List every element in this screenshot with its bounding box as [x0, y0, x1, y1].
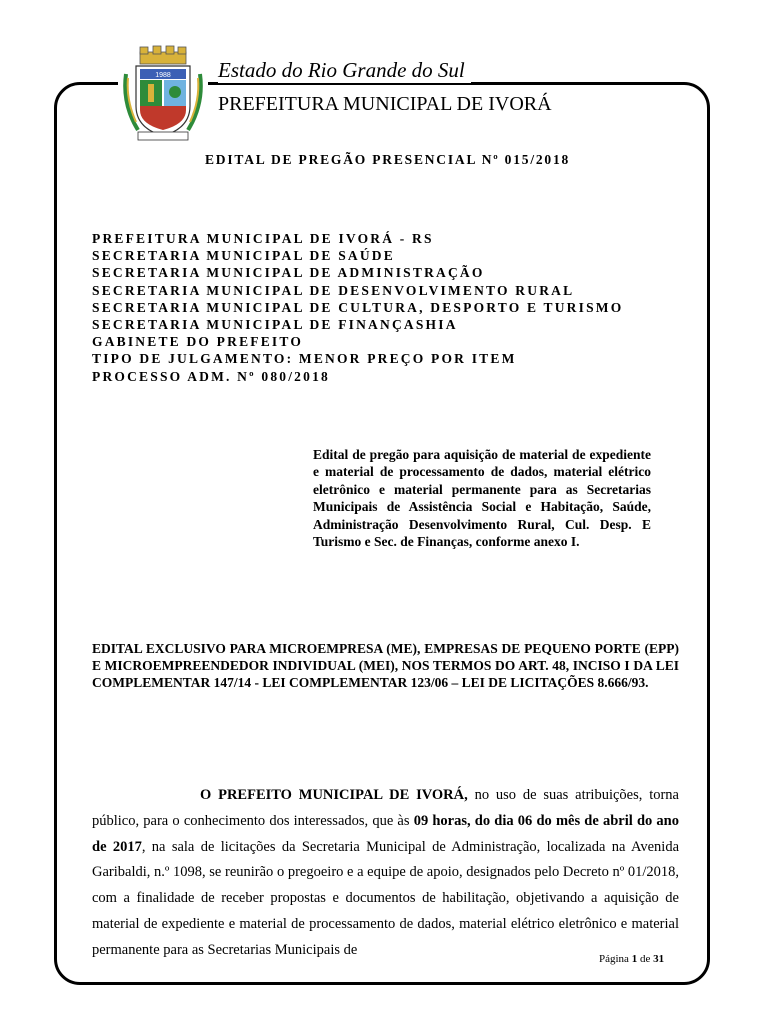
body-lead: O PREFEITO MUNICIPAL DE IVORÁ,	[200, 787, 468, 803]
body-part-1: no uso de suas atribuições, torna público, para o conhecimento dos interessados, que às	[92, 787, 679, 829]
organization-list	[92, 230, 623, 385]
municipal-crest-icon	[118, 44, 208, 144]
state-name: Estado do Rio Grande do Sul	[218, 58, 471, 83]
organization-item: SECRETARIA MUNICIPAL DE FINANÇASHIA	[92, 317, 458, 333]
document-title: EDITAL DE PREGÃO PRESENCIAL Nº 015/2018	[205, 152, 571, 167]
organization-item: PREFEITURA MUNICIPAL DE IVORÁ - RS	[92, 231, 434, 246]
exclusive-notice: EDITAL EXCLUSIVO PARA MICROEMPRESA (ME), EMPRESAS DE PEQUENO PORTE (EPP) E MICROEMPREENDEDOR INDIVIDUAL (MEI), NOS TERMOS DO ART. 48, INCISO I DA LEI COMPLEMENTAR 147/14 - LEI COMPLEMENTAR 123/06 – LEI DE LICITAÇÕES 8.666/93.	[92, 641, 679, 691]
page-current: 1	[631, 953, 638, 965]
page-of: de	[639, 953, 651, 965]
page-number	[599, 953, 664, 965]
organization-item: GABINETE DO PREFEITO	[92, 334, 304, 350]
body-part-2: , na sala de licitações da Secretaria Municipal de Administração, localizada na Avenida Garibaldi, n.º 1098, se reunirão o pregoeiro e a equipe de apoio, designados pelo Decreto nº 01/2018, com a finalidade de receber propostas e documentos de habilitação, objetivando a aquisição de material de expediente e material de processamento de dados, material elétrico eletrônico e material permanente para as Secretarias Municipais de	[92, 838, 680, 958]
judgment-type: TIPO DE JULGAMENTO: MENOR PREÇO POR ITEM	[92, 351, 517, 367]
organization-item: SECRETARIA MUNICIPAL DE ADMINISTRAÇÃO	[92, 265, 485, 281]
body-date-time: 09 horas, do dia 06 do mês de abril do ano de 2017	[92, 812, 679, 855]
organization-item: SECRETARIA MUNICIPAL DE SAÚDE	[92, 248, 395, 264]
body-paragraph	[92, 783, 679, 964]
organization-item: SECRETARIA MUNICIPAL DE CULTURA, DESPORTO E TURISMO	[92, 299, 624, 315]
page-label: Página	[599, 953, 629, 965]
edital-summary: Edital de pregão para aquisição de material de expediente e material de processamento de dados, material elétrico eletrônico e material permanente para as Secretarias Municipais de Assistência Social e Habitação, Saúde, Administração Desenvolvimento Rural, Cul. Desp. E Turismo e Sec. de Finanças, conforme anexo I.	[313, 447, 651, 550]
organization-item: SECRETARIA MUNICIPAL DE DESENVOLVIMENTO RURAL	[92, 282, 575, 298]
process-number: PROCESSO ADM. Nº 080/2018	[92, 368, 330, 384]
page-total: 31	[653, 953, 665, 965]
municipality-name: PREFEITURA MUNICIPAL DE IVORÁ	[218, 93, 552, 115]
crest-year: 1988	[155, 72, 171, 79]
